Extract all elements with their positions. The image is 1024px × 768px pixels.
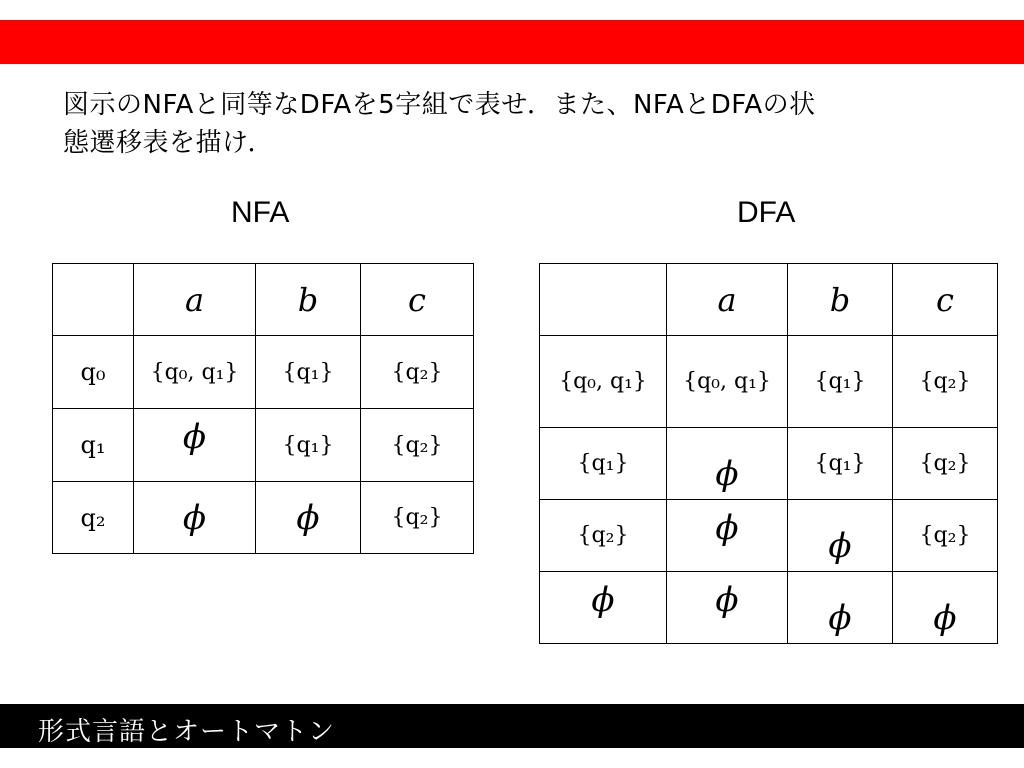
- nfa-header-b: b: [256, 264, 361, 336]
- dfa-cell-q1-a: [667, 428, 788, 500]
- dfa-cell-q0q1-b: {q₁}: [788, 336, 893, 428]
- dfa-cell-empty-c: [893, 572, 998, 644]
- nfa-header-a: a: [134, 264, 256, 336]
- dfa-row-q1: [540, 428, 998, 500]
- dfa-state-q2: {q₂}: [540, 500, 667, 572]
- nfa-row-q2: [53, 482, 474, 554]
- empty-set-symbol: ϕ: [715, 453, 739, 494]
- nfa-cell-q2-a: [134, 482, 256, 554]
- nfa-header-c: c: [361, 264, 474, 336]
- dfa-cell-q2-c: {q₂}: [893, 500, 998, 572]
- question-line-1: 図示のNFAと同等なDFAを5字組で表せ．また、NFAとDFAの状: [63, 90, 816, 120]
- dfa-title: DFA: [737, 196, 796, 229]
- dfa-cell-q1-c: {q₂}: [893, 428, 998, 500]
- question-line-2: 態遷移表を描け．: [63, 128, 274, 158]
- nfa-cell-q0-a: {q₀, q₁}: [134, 336, 256, 409]
- dfa-cell-q2-a: [667, 500, 788, 572]
- header-red-bar: [0, 20, 1024, 64]
- nfa-state-q0: q₀: [53, 336, 134, 409]
- question-text: [63, 86, 963, 162]
- dfa-cell-empty-b: [788, 572, 893, 644]
- nfa-cell-q2-c: {q₂}: [361, 482, 474, 554]
- nfa-row-q0: [53, 336, 474, 409]
- dfa-transition-table: [539, 263, 998, 644]
- dfa-cell-q0q1-a: {q₀, q₁}: [667, 336, 788, 428]
- empty-set-symbol: ϕ: [296, 497, 320, 538]
- dfa-cell-q0q1-c: {q₂}: [893, 336, 998, 428]
- empty-set-symbol: ϕ: [591, 579, 615, 620]
- nfa-transition-table: [52, 263, 474, 554]
- empty-set-symbol: ϕ: [182, 497, 207, 538]
- empty-set-symbol: ϕ: [828, 525, 852, 566]
- nfa-row-q1: [53, 409, 474, 482]
- nfa-state-q1: q₁: [53, 409, 134, 482]
- dfa-header-corner: [540, 264, 667, 336]
- nfa-state-q2: q₂: [53, 482, 134, 554]
- empty-set-symbol: ϕ: [933, 597, 957, 638]
- dfa-row-q2: [540, 500, 998, 572]
- dfa-state-q1: {q₁}: [540, 428, 667, 500]
- nfa-cell-q0-b: {q₁}: [256, 336, 361, 409]
- dfa-header-b: b: [788, 264, 893, 336]
- footer-title: 形式言語とオートマトン: [38, 717, 336, 747]
- dfa-cell-q2-b: [788, 500, 893, 572]
- dfa-state-empty: [540, 572, 667, 644]
- nfa-cell-q1-a: [134, 409, 256, 482]
- dfa-cell-q1-b: {q₁}: [788, 428, 893, 500]
- dfa-row-empty: [540, 572, 998, 644]
- empty-set-symbol: ϕ: [715, 507, 739, 548]
- nfa-title: NFA: [231, 196, 290, 229]
- dfa-header-a: a: [667, 264, 788, 336]
- nfa-header-corner: [53, 264, 134, 336]
- dfa-header-row: [540, 264, 998, 336]
- nfa-header-row: [53, 264, 474, 336]
- nfa-cell-q0-c: {q₂}: [361, 336, 474, 409]
- empty-set-symbol: ϕ: [828, 597, 852, 638]
- dfa-cell-empty-a: [667, 572, 788, 644]
- nfa-cell-q1-b: {q₁}: [256, 409, 361, 482]
- nfa-cell-q1-c: {q₂}: [361, 409, 474, 482]
- dfa-row-q0q1: [540, 336, 998, 428]
- empty-set-symbol: ϕ: [715, 579, 739, 620]
- dfa-header-c: c: [893, 264, 998, 336]
- nfa-cell-q2-b: [256, 482, 361, 554]
- empty-set-symbol: ϕ: [182, 417, 207, 457]
- dfa-state-q0q1: {q₀, q₁}: [540, 336, 667, 428]
